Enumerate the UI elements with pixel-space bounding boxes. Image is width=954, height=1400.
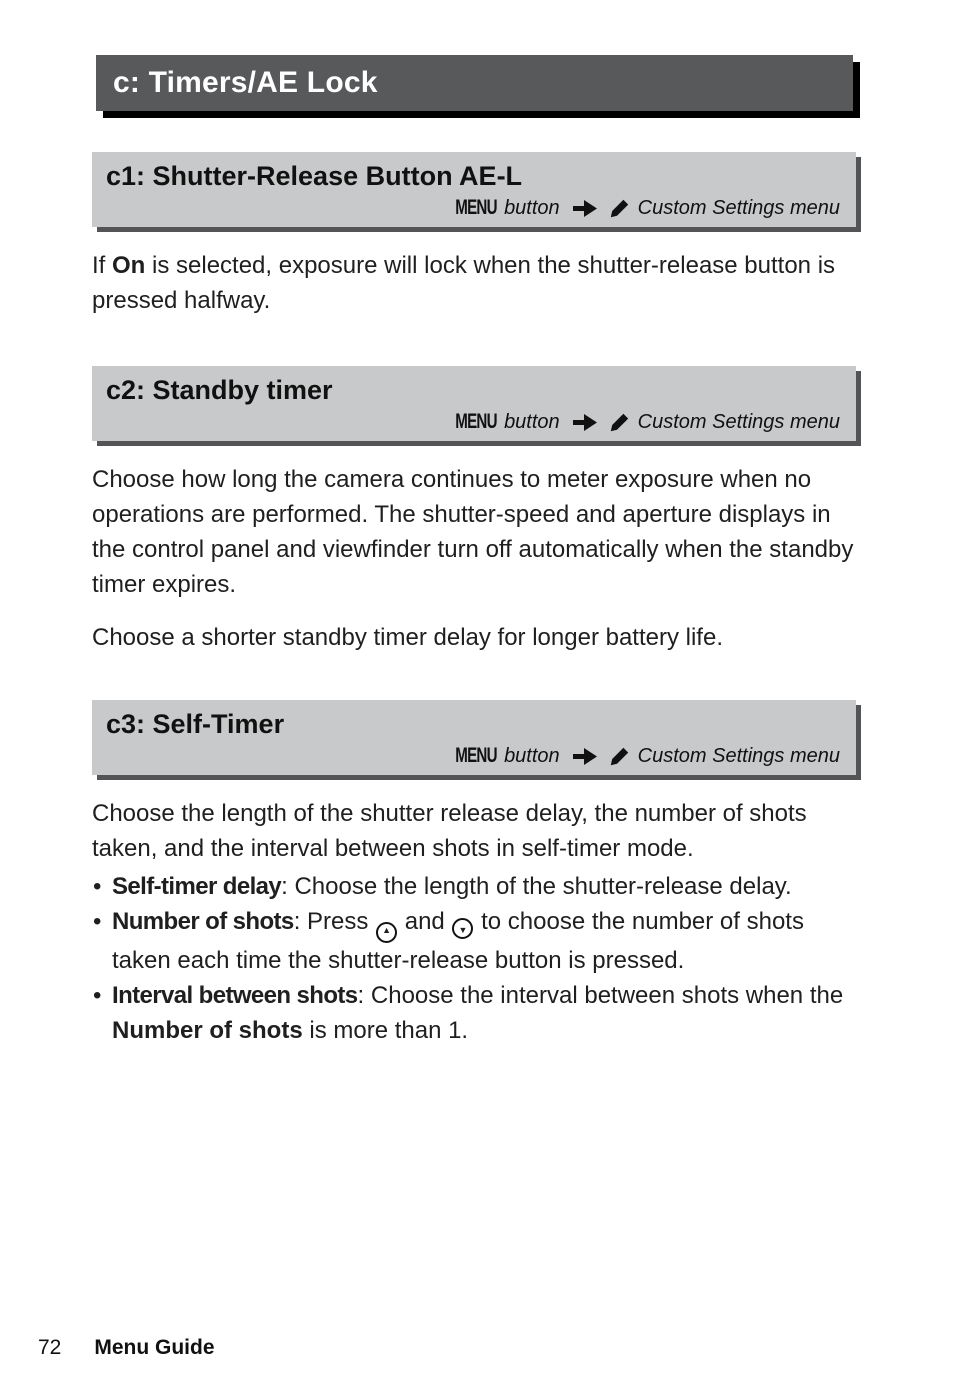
bullet-text: Number of shots: Press ▲ and ▼ to choose the number of shots taken each time the shutter-release button is pressed. <box>112 908 804 974</box>
bullet-marker: • <box>93 908 102 935</box>
multi-selector-down-icon: ▼ <box>452 918 473 939</box>
chapter-title-bar <box>96 55 853 111</box>
body-paragraph: Choose a shorter standby timer delay for longer battery life. <box>92 624 723 651</box>
menu-path-button-word: button <box>504 410 560 433</box>
multi-selector-up-icon: ▲ <box>376 922 397 943</box>
menu-path-target: Custom Settings menu <box>637 196 840 219</box>
menu-path <box>106 744 840 768</box>
bullet-marker: • <box>93 873 102 900</box>
section-heading: c1: Shutter-Release Button AE-L <box>106 161 523 191</box>
section-heading: c2: Standby timer <box>106 375 333 405</box>
page-footer <box>38 1336 215 1360</box>
section-c1 <box>92 152 856 318</box>
section-heading: c3: Self-Timer <box>106 709 285 739</box>
custom-settings-pencil-icon <box>610 413 629 432</box>
right-arrow-icon <box>573 200 597 217</box>
section-c3 <box>92 700 856 1048</box>
custom-settings-pencil-icon <box>610 199 629 218</box>
section-header-c3 <box>92 700 856 775</box>
custom-settings-pencil-icon <box>610 747 629 766</box>
bullet-list <box>92 869 856 1048</box>
chapter-title: c: Timers/AE Lock <box>113 66 378 99</box>
section-header-c2 <box>92 366 856 441</box>
menu-path <box>106 196 840 220</box>
menu-button-label: MENU <box>455 410 498 433</box>
menu-path-target: Custom Settings menu <box>637 410 840 433</box>
bullet-marker: • <box>93 982 102 1009</box>
footer-guide-label: Menu Guide <box>94 1336 215 1359</box>
menu-path-button-word: button <box>504 196 560 219</box>
body-paragraph: Choose the length of the shutter release delay, the number of shots taken, and the interval between shots in self-timer mode. <box>92 800 807 862</box>
bullet-text: Interval between shots: Choose the interval between shots when the Number of shots is more than 1. <box>112 982 844 1044</box>
section-header-c1 <box>92 152 856 227</box>
menu-path-button-word: button <box>504 744 560 767</box>
right-arrow-icon <box>573 414 597 431</box>
body-paragraph: Choose how long the camera continues to meter exposure when no operations are performed. The shutter-speed and aperture displays in the control panel and viewfinder turn off automatically when the standby timer expires. <box>92 466 854 598</box>
menu-button-label: MENU <box>455 744 498 767</box>
body-paragraph: If On is selected, exposure will lock when the shutter-release button is pressed halfway. <box>92 252 836 314</box>
menu-path <box>106 410 840 434</box>
menu-button-label: MENU <box>455 196 498 219</box>
menu-path-target: Custom Settings menu <box>637 744 840 767</box>
right-arrow-icon <box>573 748 597 765</box>
list-item <box>92 978 856 1048</box>
list-item <box>92 904 856 978</box>
bullet-text: Self-timer delay: Choose the length of the shutter-release delay. <box>112 873 792 900</box>
page-number: 72 <box>38 1336 62 1359</box>
list-item <box>92 869 856 904</box>
section-c2 <box>92 366 856 655</box>
